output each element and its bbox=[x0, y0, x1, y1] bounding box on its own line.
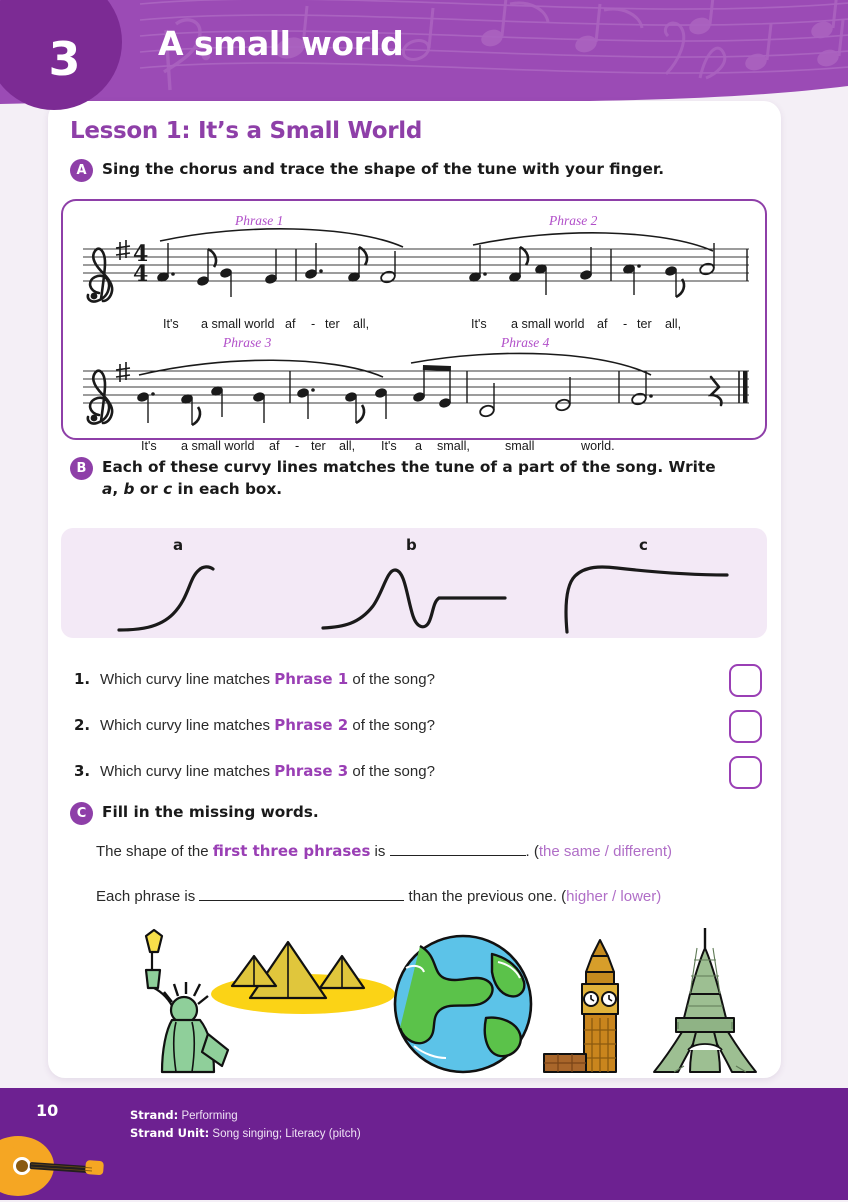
question-text bbox=[100, 670, 435, 688]
lyric: It's bbox=[471, 317, 487, 331]
blank-input-2[interactable] bbox=[199, 900, 404, 901]
lyric: af bbox=[597, 317, 608, 331]
answer-box-2[interactable] bbox=[729, 710, 762, 743]
question-phrase: Phrase 3 bbox=[274, 762, 349, 780]
section-a-instruction: Sing the chorus and trace the shape of the tune with your finger. bbox=[102, 160, 665, 178]
section-b bbox=[70, 457, 770, 500]
curvy-lines-panel bbox=[61, 528, 767, 638]
quarter-rest bbox=[711, 377, 721, 405]
question-text bbox=[100, 762, 435, 780]
lyric: af bbox=[269, 439, 280, 453]
question-row-3 bbox=[74, 762, 435, 780]
section-b-instruction bbox=[102, 457, 716, 500]
lyric: It's bbox=[381, 439, 397, 453]
lyric: all, bbox=[353, 317, 370, 331]
question-pre: Which curvy line matches bbox=[100, 717, 275, 734]
lyric: a small world bbox=[201, 317, 275, 331]
section-c bbox=[70, 802, 319, 825]
option-separator: / bbox=[607, 888, 621, 905]
blank-input-1[interactable] bbox=[390, 855, 526, 856]
time-signature-bottom: 4 bbox=[133, 261, 149, 287]
pyramids-icon bbox=[211, 942, 395, 1014]
lyric: a small world bbox=[181, 439, 255, 453]
lyric: world. bbox=[581, 439, 615, 453]
lesson-title: Lesson 1: It’s a Small World bbox=[70, 118, 423, 144]
question-number: 1. bbox=[74, 670, 91, 688]
section-a bbox=[70, 159, 760, 182]
page-footer bbox=[0, 1088, 848, 1200]
section-a-badge: A bbox=[70, 159, 93, 182]
strand-unit-value: Song singing; Literacy (pitch) bbox=[212, 1128, 361, 1140]
curve-label-c: c bbox=[639, 536, 648, 554]
question-phrase: Phrase 2 bbox=[274, 716, 349, 734]
question-number: 2. bbox=[74, 716, 91, 734]
lyric: a small world bbox=[511, 317, 585, 331]
lyric: ter bbox=[325, 317, 340, 331]
question-post: of the song? bbox=[348, 763, 435, 780]
phrase-label-4: Phrase 4 bbox=[501, 335, 550, 350]
landmarks-illustration bbox=[88, 926, 768, 1076]
lyric: ter bbox=[311, 439, 326, 453]
sep: , bbox=[112, 479, 124, 498]
strand-row bbox=[130, 1108, 238, 1122]
sentence-1-pre: The shape of the bbox=[96, 843, 213, 860]
lyric: small bbox=[505, 439, 535, 453]
lyric: - bbox=[311, 317, 316, 331]
curve-label-a: a bbox=[173, 536, 184, 554]
staff-1 bbox=[63, 227, 769, 319]
sentence-2-pre: Each phrase is bbox=[96, 888, 200, 905]
curve-shapes bbox=[61, 528, 767, 638]
time-signature-top: 4 bbox=[133, 241, 149, 267]
earth-globe-icon bbox=[395, 936, 531, 1072]
strand-label: Strand: bbox=[130, 1108, 179, 1122]
lyric: all, bbox=[339, 439, 356, 453]
strand-unit-row bbox=[130, 1126, 361, 1140]
option-different: different bbox=[613, 843, 668, 860]
header-background bbox=[0, 0, 848, 112]
fill-sentence-2 bbox=[96, 888, 661, 905]
question-post: of the song? bbox=[348, 671, 435, 688]
lyric: ter bbox=[637, 317, 652, 331]
question-pre: Which curvy line matches bbox=[100, 671, 275, 688]
lesson-card bbox=[48, 101, 781, 1078]
statue-of-liberty-icon bbox=[146, 930, 228, 1072]
section-b-instruction-line1: Each of these curvy lines matches the tune of a part of the song. Write bbox=[102, 458, 716, 476]
guitar-icon bbox=[0, 1122, 116, 1202]
end: in each box. bbox=[172, 479, 283, 498]
option-b-italic: b bbox=[123, 479, 135, 498]
page-number: 10 bbox=[36, 1101, 59, 1120]
lyric: all, bbox=[665, 317, 682, 331]
music-notation-panel bbox=[61, 199, 767, 453]
sentence-1-post: . ( bbox=[525, 843, 539, 860]
option-close: ) bbox=[667, 843, 673, 860]
lyric: - bbox=[623, 317, 628, 331]
page-header bbox=[0, 0, 848, 112]
mid: or bbox=[134, 479, 164, 498]
question-row-2 bbox=[74, 716, 435, 734]
phrase-label-3: Phrase 3 bbox=[223, 335, 272, 350]
curve-a bbox=[119, 567, 213, 630]
curve-c bbox=[566, 567, 727, 632]
sentence-1-bold: first three phrases bbox=[212, 842, 371, 860]
question-number: 3. bbox=[74, 762, 91, 780]
slur-phrase-2 bbox=[473, 233, 713, 251]
strand-value: Performing bbox=[181, 1110, 238, 1122]
question-pre: Which curvy line matches bbox=[100, 763, 275, 780]
big-ben-icon bbox=[544, 940, 618, 1072]
chapter-number: 3 bbox=[48, 32, 80, 86]
slur-phrase-1 bbox=[160, 229, 403, 247]
question-text bbox=[100, 716, 435, 734]
option-the-same: the same bbox=[538, 843, 601, 860]
section-c-badge: C bbox=[70, 802, 93, 825]
lyric: af bbox=[285, 317, 296, 331]
slur-phrase-4 bbox=[411, 353, 651, 375]
option-separator: / bbox=[600, 843, 614, 860]
slur-phrase-3 bbox=[139, 360, 383, 377]
sentence-1-mid: is bbox=[370, 843, 390, 860]
option-a-italic: a bbox=[102, 479, 113, 498]
lyric: small, bbox=[437, 439, 470, 453]
question-row-1 bbox=[74, 670, 435, 688]
eiffel-tower-icon bbox=[654, 928, 756, 1072]
sentence-2-post: than the previous one. ( bbox=[404, 888, 567, 905]
fill-sentence-1 bbox=[96, 842, 672, 860]
lyric: - bbox=[295, 439, 300, 453]
option-close: ) bbox=[656, 888, 662, 905]
answer-box-1[interactable] bbox=[729, 664, 762, 697]
option-higher: higher bbox=[566, 888, 608, 905]
lyric: It's bbox=[163, 317, 179, 331]
section-b-badge: B bbox=[70, 457, 93, 480]
strand-unit-label: Strand Unit: bbox=[130, 1126, 210, 1140]
staff-2 bbox=[63, 349, 769, 441]
option-lower: lower bbox=[620, 888, 657, 905]
option-c-italic: c bbox=[163, 479, 173, 498]
section-c-instruction: Fill in the missing words. bbox=[102, 803, 319, 821]
lyric: It's bbox=[141, 439, 157, 453]
page-title: A small world bbox=[158, 24, 404, 63]
phrase-label-1: Phrase 1 bbox=[235, 213, 284, 228]
question-phrase: Phrase 1 bbox=[274, 670, 349, 688]
answer-box-3[interactable] bbox=[729, 756, 762, 789]
curve-label-b: b bbox=[406, 536, 417, 554]
question-post: of the song? bbox=[348, 717, 435, 734]
phrase-label-2: Phrase 2 bbox=[549, 213, 598, 228]
curve-b bbox=[323, 570, 505, 628]
lyric: a bbox=[415, 439, 423, 453]
